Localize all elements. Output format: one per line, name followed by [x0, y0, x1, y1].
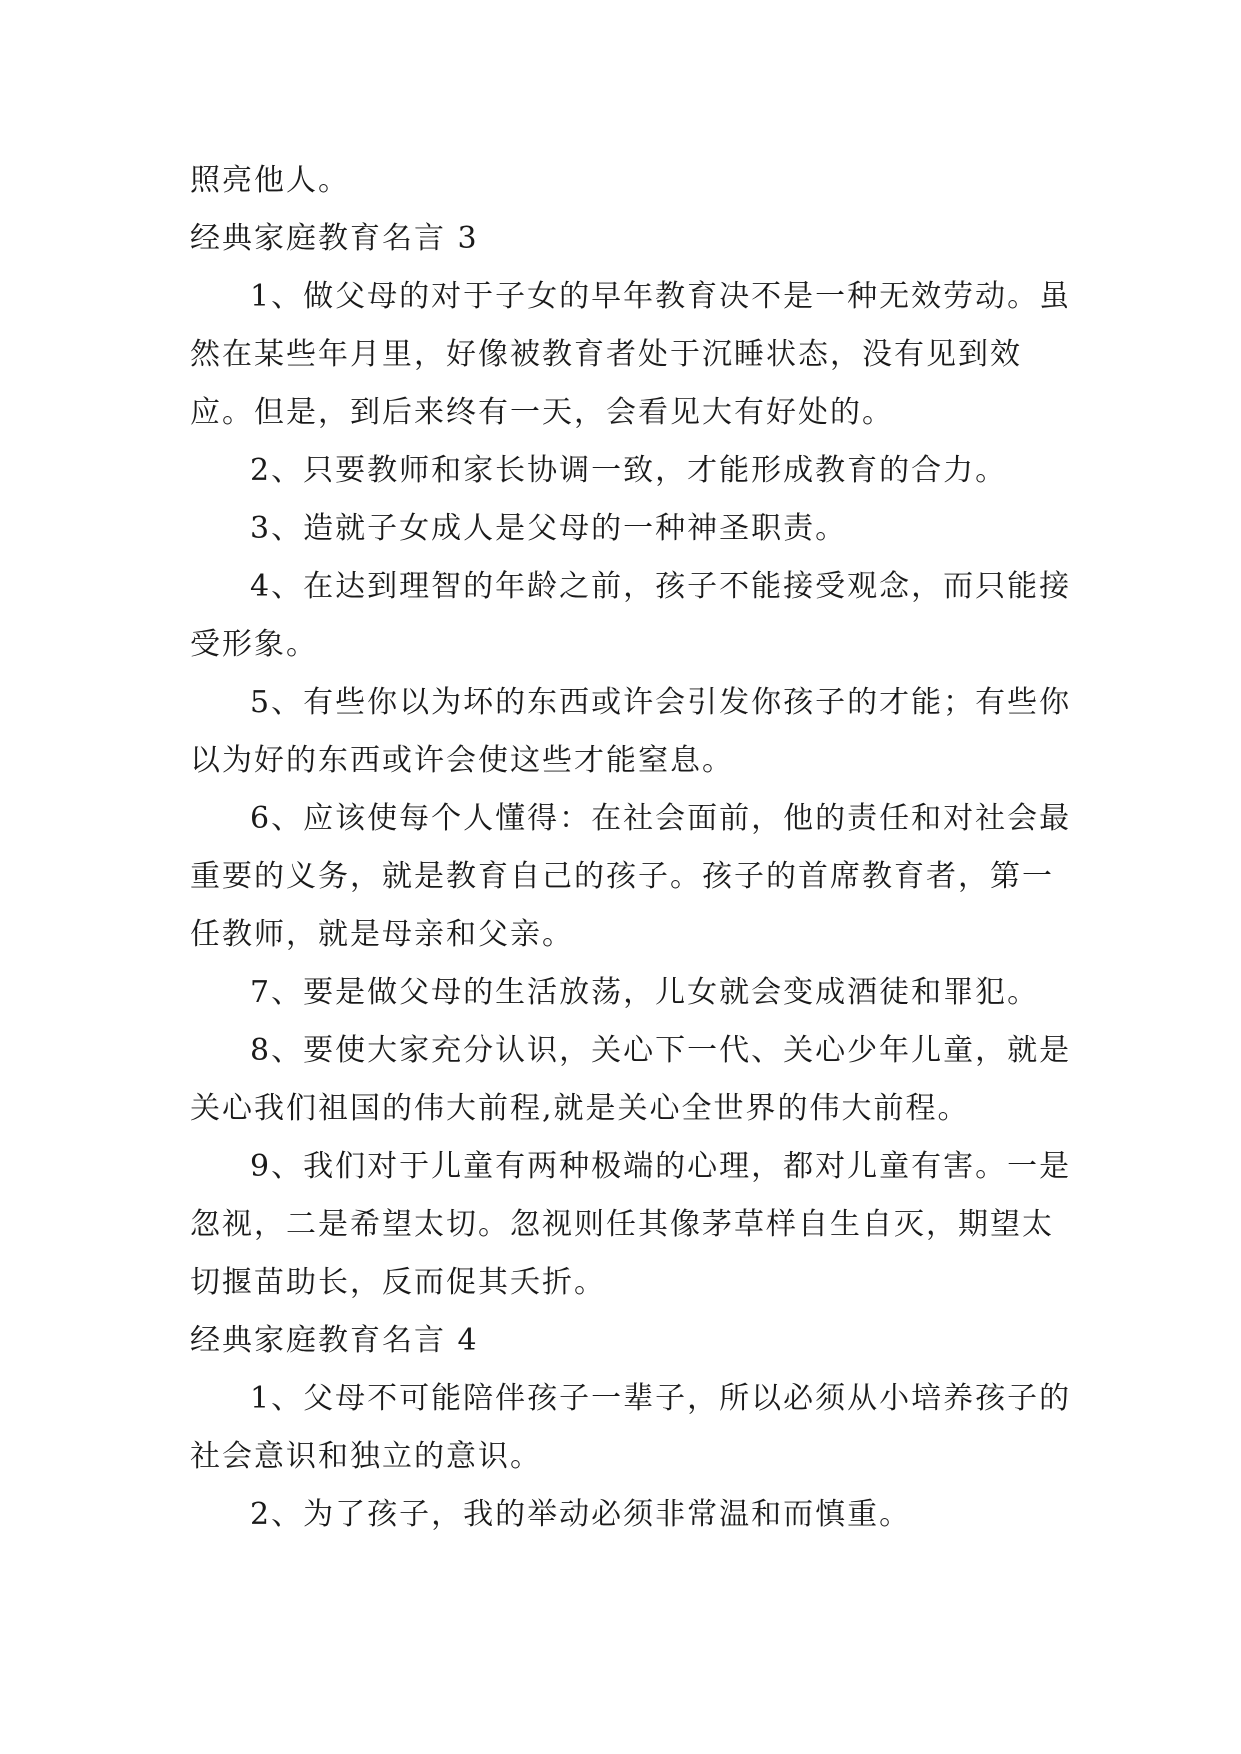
quote-3-3: 3、造就子女成人是父母的一种神圣职责。: [250, 511, 848, 546]
quote-4-1: 1、父母不可能陪伴孩子一辈子，所以必须从小培养孩子的社会意识和独立的意识。: [190, 1381, 1072, 1474]
document-body: [190, 152, 1080, 1544]
quote-4-2: 2、为了孩子，我的举动必须非常温和而慎重。: [250, 1497, 912, 1532]
paragraph-continuation: 照亮他人。: [190, 163, 350, 198]
quote-3-1: 1、做父母的对于子女的早年教育决不是一种无效劳动。虽然在某些年月里，好像被教育者处于沉睡状态，没有见到效应。但是，到后来终有一天，会看见大有好处的。: [190, 279, 1072, 430]
section-heading-3: 经典家庭教育名言 3: [190, 221, 479, 256]
quote-3-2: 2、只要教师和家长协调一致，才能形成教育的合力。: [250, 453, 1008, 488]
quote-3-6: 6、应该使每个人懂得：在社会面前，他的责任和对社会最重要的义务，就是教育自己的孩子。孩子的首席教育者，第一任教师，就是母亲和父亲。: [190, 801, 1072, 952]
quote-3-7: 7、要是做父母的生活放荡，儿女就会变成酒徒和罪犯。: [250, 975, 1040, 1010]
quote-3-4: 4、在达到理智的年龄之前，孩子不能接受观念，而只能接受形象。: [190, 569, 1072, 662]
section-heading-4: 经典家庭教育名言 4: [190, 1323, 479, 1358]
quote-3-8: 8、要使大家充分认识，关心下一代、关心少年儿童，就是关心我们祖国的伟大前程,就是关心全世界的伟大前程。: [190, 1033, 1072, 1126]
quote-3-9: 9、我们对于儿童有两种极端的心理，都对儿童有害。一是忽视，二是希望太切。忽视则任其像茅草样自生自灭，期望太切揠苗助长，反而促其夭折。: [190, 1149, 1072, 1300]
quote-3-5: 5、有些你以为坏的东西或许会引发你孩子的才能；有些你以为好的东西或许会使这些才能窒息。: [190, 685, 1072, 778]
